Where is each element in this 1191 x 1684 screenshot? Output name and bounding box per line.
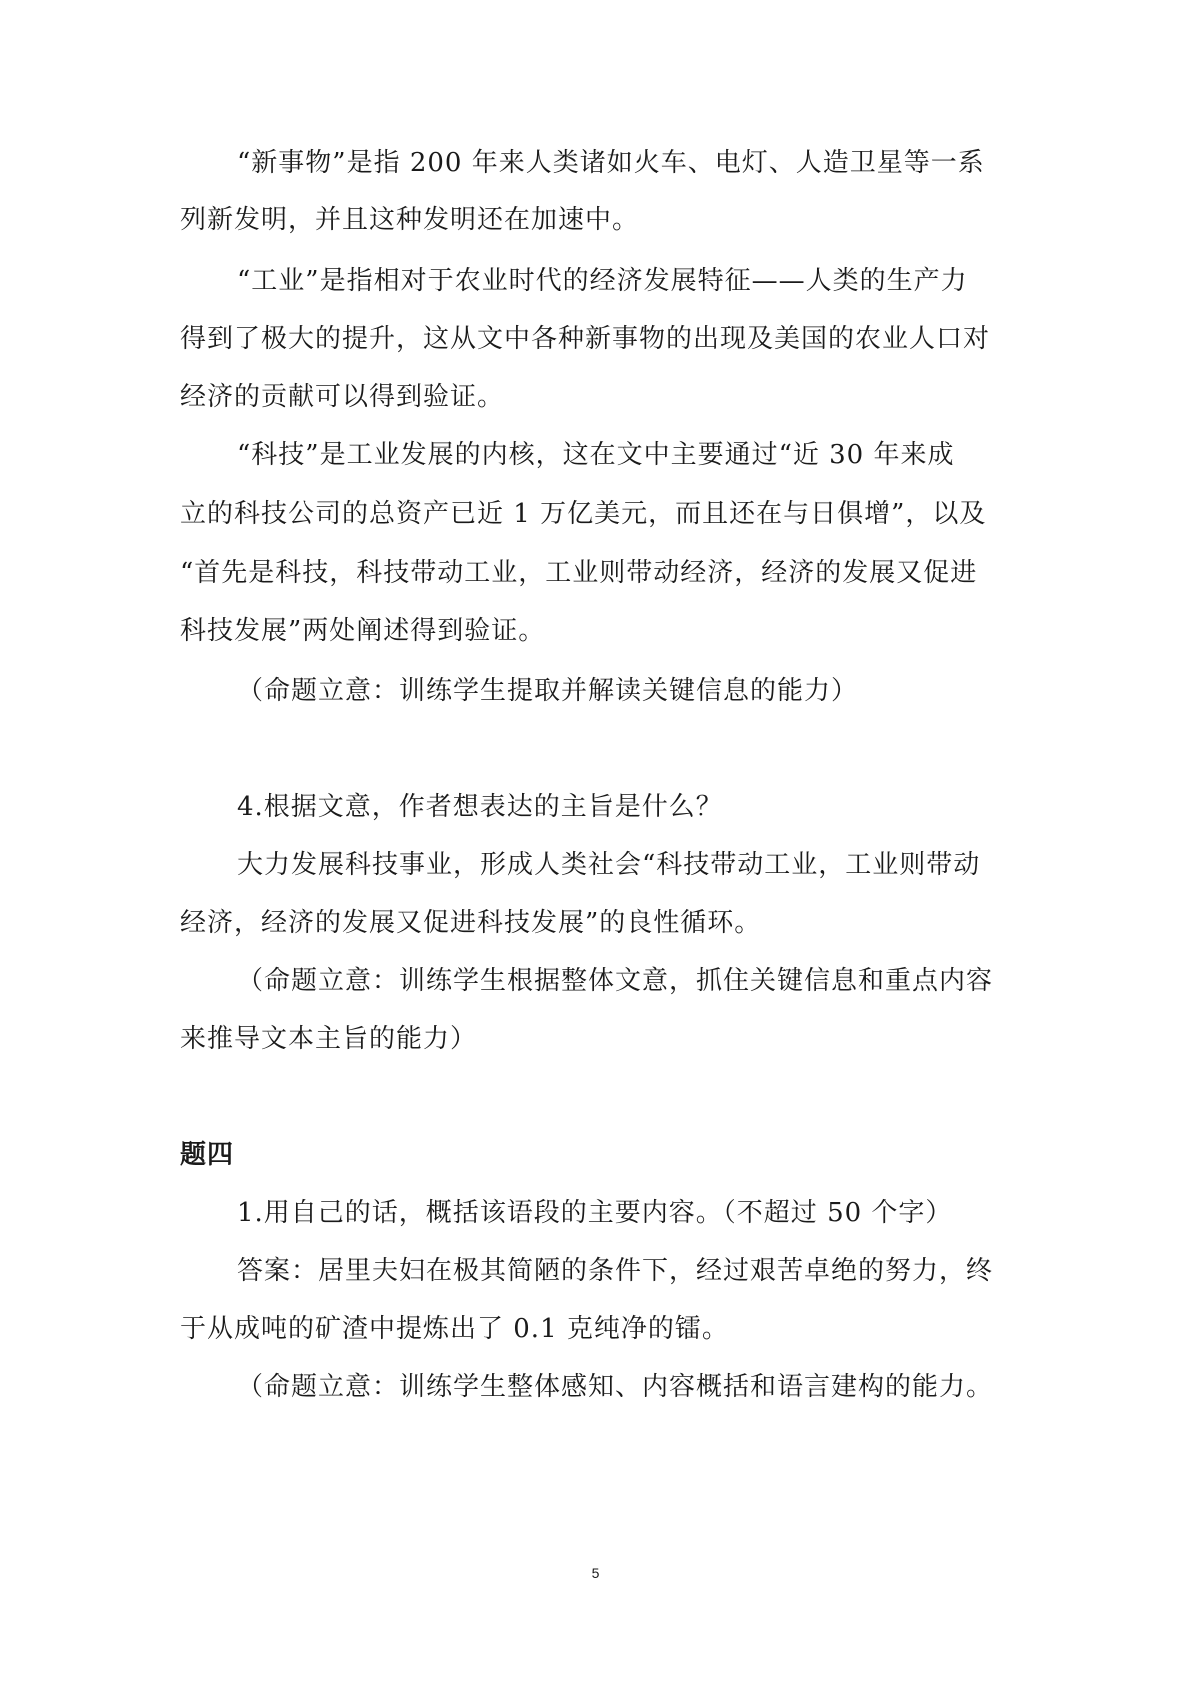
paragraph-line: 经济的贡献可以得到验证。	[180, 382, 505, 412]
page-number: 5	[591, 1565, 600, 1581]
answer-line: 于从成吨的矿渣中提炼出了 0.1 克纯净的镭。	[180, 1314, 729, 1344]
paragraph-line: “新事物”是指 200 年来人类诸如火车、电灯、人造卫星等一系	[237, 148, 985, 178]
paragraph-line: “工业”是指相对于农业时代的经济发展特征——人类的生产力	[237, 266, 968, 296]
section-heading: 题四	[180, 1140, 235, 1170]
intent-note-continued: 来推导文本主旨的能力）	[180, 1024, 478, 1054]
answer-line: 大力发展科技事业，形成人类社会“科技带动工业，工业则带动	[237, 850, 981, 880]
paragraph-line: 立的科技公司的总资产已近 1 万亿美元，而且还在与日俱增”，以及	[180, 499, 987, 529]
answer-line: 经济，经济的发展又促进科技发展”的良性循环。	[180, 908, 762, 938]
paragraph-line: “科技”是工业发展的内核，这在文中主要通过“近 30 年来成	[237, 440, 955, 470]
intent-note: （命题立意：训练学生根据整体文意，抓住关键信息和重点内容	[237, 966, 994, 996]
paragraph-line: 得到了极大的提升，这从文中各种新事物的出现及美国的农业人口对	[180, 324, 991, 354]
intent-note: （命题立意：训练学生整体感知、内容概括和语言建构的能力。	[237, 1372, 994, 1402]
intent-note: （命题立意：训练学生提取并解读关键信息的能力）	[237, 676, 859, 706]
paragraph-line: 列新发明，并且这种发明还在加速中。	[180, 205, 640, 235]
question-1: 1.用自己的话，概括该语段的主要内容。（不超过 50 个字）	[237, 1198, 953, 1228]
paragraph-line: “首先是科技，科技带动工业，工业则带动经济，经济的发展又促进	[180, 558, 978, 588]
paragraph-line: 科技发展”两处阐述得到验证。	[180, 616, 546, 646]
answer-line: 答案：居里夫妇在极其简陋的条件下，经过艰苦卓绝的努力，终	[237, 1256, 994, 1286]
question-4: 4.根据文意，作者想表达的主旨是什么？	[237, 792, 723, 822]
